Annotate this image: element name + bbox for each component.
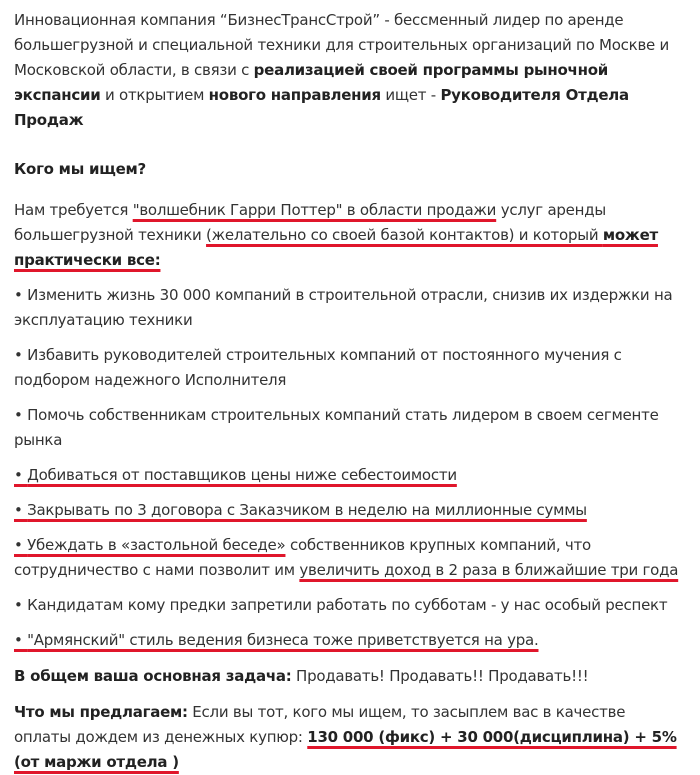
offer-text: Если вы тот, кого мы ищем, то засыплем вас в качестве оплаты дождем из денежных купюр: [14,703,626,746]
summary-paragraph [14,664,686,689]
bullet-item-6 [14,533,686,583]
bullet-item-4-text: Добиваться от поставщиков цены ниже себестоимости [27,466,457,484]
intro-text-1: Инновационная компания “БизнесТрансСтрой” - бессменный лидер по аренде большегрузной и специальной техники для строительных организаций по Москве и Московской области, в связи с [14,11,670,79]
intro-bold-position: Руководителя Отдела Продаж [14,86,629,129]
offer-paragraph [14,700,686,775]
summary-text: Продавать! Продавать!! Продавать!!! [291,667,589,685]
intro-bold-expansion: реализацией своей программы рыночной экспансии [14,61,609,104]
intro-bold-direction: нового направления [208,86,381,104]
bullet-item-2: • Избавить руководителей строительных компаний от постоянного мучения с подбором надежного Исполнителя [14,346,622,389]
summary-label: В общем ваша основная задача: [14,667,292,685]
bullet-item-5 [14,498,686,523]
bullet-marker: • [14,631,28,649]
intro-text-2: и открытием [100,86,209,104]
bullet-marker: • [14,536,28,554]
requirement-highlight-everything: может практически все: [14,226,658,269]
bullet-item-6-text: собственников крупных компаний, что сотрудничество с нами позволит им [14,536,591,579]
bullet-marker: • [14,466,28,484]
requirement-highlight-contacts: (желательно со своей базой контактов) и который [206,226,603,244]
requirement-highlight-wizard: "волшебник Гарри Поттер" в области продажи [132,201,497,219]
intro-paragraph [14,0,686,133]
offer-label: Что мы предлагаем: [14,703,188,721]
bullet-item-3: • Помочь собственникам строительных компаний стать лидером в своем сегменте рынка [14,406,659,449]
bullet-item-7: • Кандидатам кому предки запретили работать по субботам - у нас особый респект [14,596,668,614]
bullet-marker: • [14,501,28,519]
offer-salary: 130 000 (фикс) + 30 000(дисциплина) + 5% (от маржи отдела ) [14,728,677,771]
requirement-paragraph [14,198,686,273]
requirement-text-1: Нам требуется [14,201,133,219]
bullet-item-4 [14,463,686,488]
bullet-item-6-highlight-2: увеличить доход в 2 раза в ближайшие три года [299,561,679,579]
bullet-item-8 [14,628,686,653]
bullet-item-6-highlight-1: Убеждать в «застольной беседе» [27,536,286,554]
requirement-text-2: услуг аренды большегрузной техники [14,201,606,244]
bullet-item-8-text: "Армянский" стиль ведения бизнеса тоже приветствуется на ура. [27,631,539,649]
intro-text-3: ищет - [380,86,441,104]
bullet-item-5-text: Закрывать по 3 договора с Заказчиком в неделю на миллионные суммы [27,501,587,519]
section-heading: Кого мы ищем? [14,160,146,178]
bullet-item-1: • Изменить жизнь 30 000 компаний в строительной отрасли, снизив их издержки на эксплуатацию техники [14,286,673,329]
